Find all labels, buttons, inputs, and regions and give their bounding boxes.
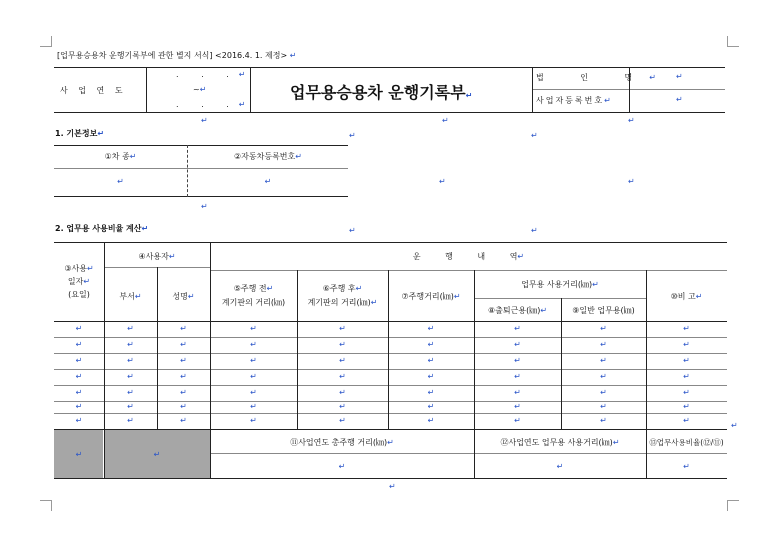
- table-cell[interactable]: ↵: [250, 340, 257, 349]
- paragraph-mark: ↵: [201, 202, 208, 211]
- paragraph-mark: ↵: [731, 421, 738, 430]
- table-cell[interactable]: ↵: [683, 340, 690, 349]
- table-cell[interactable]: ↵: [127, 402, 134, 411]
- table-row: [0, 372, 779, 384]
- car-type-header: [54, 151, 187, 162]
- period-end-dots: . . .: [176, 100, 239, 109]
- driving-record-header-text: 운 행 내 역: [412, 252, 518, 261]
- paragraph-mark: ↵: [349, 226, 356, 235]
- table-cell[interactable]: ↵: [339, 416, 346, 425]
- table-cell[interactable]: ↵: [600, 388, 607, 397]
- paragraph-mark: ↵: [238, 70, 256, 79]
- paragraph-mark: ↵: [129, 152, 137, 161]
- table-cell[interactable]: ↵: [339, 372, 346, 381]
- table-cell[interactable]: ↵: [339, 356, 346, 365]
- table-cell[interactable]: ↵: [514, 372, 521, 381]
- before-odometer-header: [210, 282, 297, 310]
- paragraph-mark: ↵: [531, 131, 538, 140]
- user-header-text: ④사용자: [138, 252, 169, 261]
- table-cell[interactable]: ↵: [600, 402, 607, 411]
- business-distance-header: [474, 279, 646, 290]
- table-cell[interactable]: ↵: [127, 372, 134, 381]
- table-cell[interactable]: ↵: [683, 416, 690, 425]
- table-cell[interactable]: ↵: [180, 356, 187, 365]
- table-cell[interactable]: ↵: [180, 340, 187, 349]
- name-header-text: 성명: [172, 292, 188, 301]
- paragraph-mark: ↵: [465, 91, 473, 100]
- paragraph-mark: ↵: [168, 252, 176, 261]
- reg-no-header: [188, 151, 348, 162]
- basic-info-header-divider: [54, 168, 348, 169]
- business-total-label: [474, 437, 646, 448]
- paragraph-mark: ↵: [531, 226, 538, 235]
- after-odometer-text: 계기판의 거리(㎞): [307, 298, 371, 307]
- total-distance-label: [210, 437, 474, 448]
- paragraph-mark: ↵: [295, 152, 302, 161]
- form-title-text: 업무용승용차 운행기록부: [290, 83, 466, 102]
- crop-mark-br-v: [727, 500, 728, 511]
- table-cell[interactable]: ↵: [600, 416, 607, 425]
- paragraph-mark: ↵: [187, 292, 195, 301]
- table-cell[interactable]: ↵: [75, 388, 83, 397]
- general-business-header-text: ⑨일반 업무용(㎞): [572, 306, 635, 315]
- table-cell[interactable]: ↵: [180, 388, 187, 397]
- table-cell[interactable]: ↵: [127, 388, 134, 397]
- form-header-note: [57, 50, 296, 61]
- dept-header: [104, 291, 157, 302]
- commute-header-text: ⑧출퇴근용(㎞): [487, 306, 541, 315]
- paragraph-mark: ↵: [199, 85, 207, 94]
- distance-header-text: ⑦주행거리(㎞): [401, 292, 454, 301]
- note-header-text: ⑩비 고: [670, 292, 696, 301]
- table-cell[interactable]: ↵: [127, 356, 134, 365]
- table-cell[interactable]: ↵: [514, 340, 521, 349]
- business-ratio-label: ⑬업무사용비율(⑫/⑪): [649, 438, 724, 447]
- table-cell[interactable]: ↵: [514, 388, 521, 397]
- table-row: [0, 356, 779, 368]
- table-cell[interactable]: ↵: [250, 416, 257, 425]
- general-business-header: [561, 305, 646, 316]
- driving-record-header: [210, 251, 727, 262]
- biz-reg-value[interactable]: ↵: [676, 95, 683, 104]
- car-type-header-text: ①차 종: [104, 152, 130, 161]
- biz-reg-label: [536, 95, 611, 106]
- top-table-col-3: [532, 67, 533, 113]
- before-odometer-line1: [210, 282, 297, 296]
- paragraph-mark: ↵: [439, 177, 446, 186]
- table-cell[interactable]: ↵: [683, 402, 690, 411]
- table-cell[interactable]: ↵: [427, 416, 435, 425]
- usage-table-row-line: [54, 369, 727, 370]
- usage-table-header-bottom: [54, 321, 727, 322]
- table-row: [0, 402, 779, 413]
- table-cell[interactable]: ↵: [600, 356, 607, 365]
- paragraph-mark: ↵: [86, 264, 94, 273]
- section2-title: [55, 223, 148, 234]
- form-header-note-text: [업무용승용차 운행기록부에 관한 별지 서식] <2016.4. 1. 제정>: [57, 51, 288, 60]
- reg-no-value[interactable]: ↵: [264, 177, 272, 186]
- paragraph-mark: ↵: [628, 116, 635, 125]
- usage-table-border-top: [54, 242, 727, 243]
- table-cell[interactable]: ↵: [427, 372, 435, 381]
- table-cell[interactable]: ↵: [180, 402, 187, 411]
- usage-table-row-line: [54, 413, 727, 414]
- table-cell[interactable]: ↵: [250, 388, 257, 397]
- paragraph-mark: ↵: [355, 284, 363, 293]
- table-cell[interactable]: ↵: [127, 324, 134, 333]
- period-dash: [193, 85, 206, 94]
- period-end-date: [176, 100, 255, 109]
- distance-header: [388, 291, 474, 302]
- table-cell[interactable]: ↵: [339, 340, 346, 349]
- reg-no-header-text: ②자동차등록번호: [234, 152, 296, 161]
- paragraph-mark: ↵: [266, 284, 274, 293]
- section1-title-text: 1. 기본정보: [55, 129, 98, 138]
- table-row: [0, 416, 779, 428]
- period-label: 사 업 연 도: [60, 86, 127, 95]
- usage-table-line: [474, 298, 646, 299]
- table-cell[interactable]: ↵: [75, 402, 83, 411]
- table-cell[interactable]: ↵: [427, 388, 435, 397]
- paragraph-mark: ↵: [604, 96, 611, 105]
- table-cell[interactable]: ↵: [514, 324, 521, 333]
- table-cell[interactable]: ↵: [250, 324, 257, 333]
- table-cell[interactable]: ↵: [339, 402, 346, 411]
- paragraph-mark: ↵: [649, 73, 656, 82]
- paragraph-mark: ↵: [517, 252, 525, 261]
- biz-reg-label-text: 사업자등록번호: [536, 96, 605, 105]
- car-type-value[interactable]: ↵: [117, 177, 124, 186]
- summary-shaded-mark: ↵: [153, 450, 161, 459]
- corp-name-value[interactable]: ↵: [676, 72, 683, 81]
- basic-info-border-top: [54, 145, 348, 146]
- section2-title-text: 2. 업무용 사용비율 계산: [55, 224, 142, 233]
- table-cell[interactable]: ↵: [250, 372, 257, 381]
- table-cell[interactable]: ↵: [127, 340, 134, 349]
- use-date-text: 일자: [67, 277, 84, 286]
- paragraph-mark: ↵: [540, 306, 548, 315]
- paragraph-mark: ↵: [612, 438, 620, 447]
- crop-mark-br-h: [727, 500, 739, 501]
- table-cell[interactable]: ↵: [180, 416, 187, 425]
- table-cell[interactable]: ↵: [427, 356, 435, 365]
- paragraph-mark: ↵: [289, 51, 297, 60]
- business-distance-header-text: 업무용 사용거리(㎞): [521, 280, 593, 289]
- paragraph-mark: ↵: [134, 292, 142, 301]
- paragraph-mark: ↵: [592, 280, 599, 289]
- after-odometer-header: [297, 282, 388, 310]
- period-start-date: [176, 70, 255, 79]
- table-cell[interactable]: ↵: [75, 324, 83, 333]
- table-row: [0, 324, 779, 336]
- table-cell[interactable]: ↵: [427, 402, 435, 411]
- usage-table-row-line: [54, 337, 727, 338]
- table-cell[interactable]: ↵: [180, 372, 187, 381]
- use-date-header: [54, 262, 104, 301]
- period-start-dots: . . .: [176, 70, 239, 79]
- paragraph-mark: ↵: [201, 116, 208, 125]
- note-header: [646, 291, 727, 302]
- table-cell[interactable]: ↵: [427, 324, 435, 333]
- table-cell[interactable]: ↵: [127, 416, 134, 425]
- use-date-text: ③사용: [64, 264, 87, 273]
- table-cell[interactable]: ↵: [180, 324, 187, 333]
- business-ratio-value[interactable]: ↵: [683, 462, 690, 471]
- business-total-value[interactable]: ↵: [556, 462, 564, 471]
- section1-title: [55, 128, 104, 139]
- table-cell[interactable]: ↵: [683, 372, 690, 381]
- table-cell[interactable]: ↵: [339, 388, 346, 397]
- usage-table-row-line: [54, 353, 727, 354]
- top-table-border-top: [54, 67, 725, 68]
- usage-table-border-bottom: [54, 478, 727, 479]
- dept-header-text: 부서: [119, 292, 135, 301]
- use-date-header-line1: [54, 262, 104, 275]
- table-cell[interactable]: ↵: [683, 388, 690, 397]
- use-date-header-line2: [54, 275, 104, 288]
- after-odometer-line2: [297, 296, 388, 310]
- paragraph-mark: ↵: [83, 277, 91, 286]
- name-header: [157, 291, 210, 302]
- corp-name-label: [536, 72, 656, 83]
- table-cell[interactable]: ↵: [514, 416, 521, 425]
- period-dash-text: ~: [193, 85, 200, 94]
- after-odometer-text: ⑥주행 후: [322, 284, 356, 293]
- table-cell[interactable]: ↵: [600, 372, 607, 381]
- table-cell[interactable]: ↵: [75, 356, 83, 365]
- summary-shaded-mark: ↵: [75, 450, 83, 459]
- corp-name-label-text: 법 인 명: [536, 73, 650, 82]
- table-cell[interactable]: ↵: [339, 324, 346, 333]
- total-distance-label-text: ⑪사업연도 총주행 거리(㎞): [290, 438, 388, 447]
- table-cell[interactable]: ↵: [514, 402, 521, 411]
- table-cell[interactable]: ↵: [600, 340, 607, 349]
- paragraph-mark: ↵: [141, 224, 149, 233]
- business-total-label-text: ⑫사업연도 업무용 사용거리(㎞): [500, 438, 613, 447]
- before-odometer-line2: 계기판의 거리(㎞): [221, 298, 286, 307]
- usage-table-row-line: [54, 385, 727, 386]
- table-cell[interactable]: ↵: [75, 340, 83, 349]
- table-cell[interactable]: ↵: [75, 372, 83, 381]
- usage-table-line: [210, 270, 727, 271]
- paragraph-mark: ↵: [628, 177, 635, 186]
- table-cell[interactable]: ↵: [514, 356, 521, 365]
- crop-mark-tl-v: [51, 36, 52, 47]
- paragraph-mark: ↵: [387, 438, 394, 447]
- table-cell[interactable]: ↵: [600, 324, 607, 333]
- table-cell[interactable]: ↵: [683, 356, 690, 365]
- table-cell[interactable]: ↵: [427, 340, 435, 349]
- before-odometer-text: ⑤주행 전: [233, 284, 267, 293]
- paragraph-mark: ↵: [389, 482, 396, 491]
- total-distance-value[interactable]: ↵: [338, 462, 346, 471]
- paragraph-mark: ↵: [97, 129, 105, 138]
- top-table-border-bottom: [54, 112, 725, 113]
- table-cell[interactable]: ↵: [250, 402, 257, 411]
- table-row: [0, 388, 779, 400]
- form-title: [290, 80, 472, 103]
- table-cell[interactable]: ↵: [75, 416, 83, 425]
- crop-mark-tr-v: [727, 36, 728, 47]
- crop-mark-tr-h: [727, 46, 739, 47]
- paragraph-mark: ↵: [370, 298, 378, 307]
- table-cell[interactable]: ↵: [250, 356, 257, 365]
- use-date-header-line3: (요일): [68, 290, 90, 299]
- basic-info-border-bottom: [54, 196, 348, 197]
- summary-row-divider: [210, 453, 727, 454]
- table-row: [0, 340, 779, 352]
- after-odometer-line1: [297, 282, 388, 296]
- top-table-col-1: [146, 67, 147, 113]
- paragraph-mark: ↵: [238, 100, 256, 109]
- paragraph-mark: ↵: [442, 116, 449, 125]
- table-cell[interactable]: ↵: [683, 324, 690, 333]
- commute-header: [474, 305, 561, 316]
- paragraph-mark: ↵: [349, 131, 356, 140]
- crop-mark-bl-v: [51, 500, 52, 511]
- paragraph-mark: ↵: [695, 292, 703, 301]
- paragraph-mark: ↵: [453, 292, 461, 301]
- user-header: [104, 251, 210, 262]
